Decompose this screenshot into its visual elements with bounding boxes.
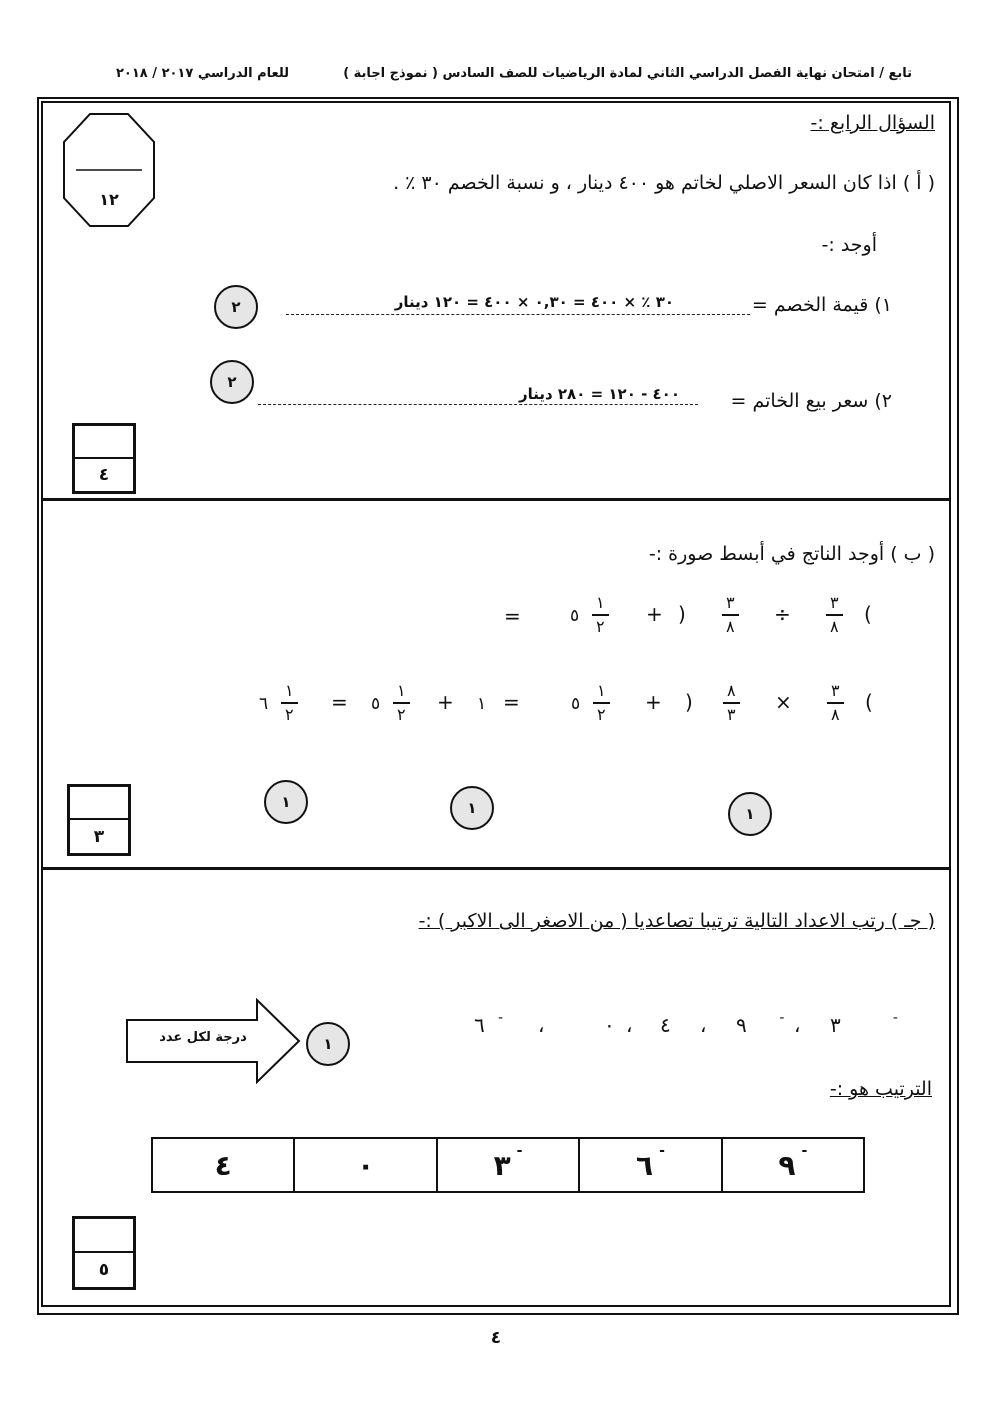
neg-sign: - xyxy=(779,1010,785,1026)
total-score-value: ١٢ xyxy=(99,190,119,209)
line2-whole-five-a: ٥ xyxy=(371,694,381,714)
section-divider-2 xyxy=(41,867,951,870)
part-a-find-label: أوجد :- xyxy=(821,234,877,256)
neg-sign: - xyxy=(498,1010,504,1026)
part-a-item1-dotted-line xyxy=(286,314,750,315)
line2-equals-1: = xyxy=(331,690,348,714)
line1-open-paren: ( xyxy=(864,602,872,626)
line2-times: × xyxy=(775,690,792,714)
arrow-label: درجة لكل عدد xyxy=(159,1030,247,1045)
line2-reciprocal-fraction: ٨ ٣ xyxy=(723,682,740,723)
line1-half-fraction: ١ ٢ xyxy=(592,594,609,635)
line1-whole-five: ٥ xyxy=(570,606,580,626)
order-cell-2: ٦ - xyxy=(578,1139,720,1191)
line1-divide: ÷ xyxy=(774,602,791,626)
part-b-score-value: ٣ xyxy=(93,826,105,847)
part-a-item2-mark: ٢ xyxy=(210,360,254,404)
line1-equals: = xyxy=(504,604,521,628)
part-a-item1-label: ١) قيمة الخصم = xyxy=(751,294,892,316)
part-a-prompt: ( أ ) اذا كان السعر الاصلي لخاتم هو ٤٠٠ دينار ، و نسبة الخصم ٣٠ ٪ . xyxy=(393,172,935,194)
line2-close-paren: ) xyxy=(685,690,693,714)
part-a-item1-mark: ٢ xyxy=(214,285,258,329)
order-cell-4: ٠ xyxy=(293,1139,435,1191)
separator: ، xyxy=(626,1013,633,1037)
part-c-score-value: ٥ xyxy=(98,1260,110,1280)
line1-fraction-a: ٣ ٨ xyxy=(826,594,843,635)
line2-open-paren: ( xyxy=(865,690,873,714)
line2-one: ١ xyxy=(477,694,487,714)
part-b-prompt: ( ب ) أوجد الناتج في أبسط صورة :- xyxy=(648,543,935,565)
part-b-score-box xyxy=(67,784,131,856)
part-b-mark-2: ١ xyxy=(450,786,494,830)
total-score-octagon xyxy=(62,112,156,228)
question-title: السؤال الرابع :- xyxy=(810,112,935,134)
part-b-mark-3: ١ xyxy=(728,792,772,836)
number-item: ٠ xyxy=(604,1013,615,1037)
order-label: الترتيب هو :- xyxy=(829,1078,932,1100)
line2-half-a: ١ ٢ xyxy=(393,682,410,723)
line1-plus: + xyxy=(646,602,663,626)
neg-sign: - xyxy=(892,1010,898,1026)
order-table xyxy=(151,1137,865,1193)
exam-header-year: للعام الدراسي ٢٠١٧ / ٢٠١٨ xyxy=(116,66,290,81)
part-b-line1 xyxy=(500,590,880,650)
separator: ، xyxy=(700,1013,707,1037)
line2-plus-2: + xyxy=(645,690,662,714)
order-cell-1: ٩ - xyxy=(721,1139,863,1191)
part-a-item2-answer: ٤٠٠ - ١٢٠ = ٢٨٠ دينار xyxy=(518,385,680,403)
line2-result-half: ١ ٢ xyxy=(281,682,298,723)
separator: ، xyxy=(794,1013,801,1037)
number-item: ٦ xyxy=(474,1013,485,1037)
number-item: ٩ xyxy=(736,1013,747,1037)
line2-half-b: ١ ٢ xyxy=(593,682,610,723)
line2-plus-1: + xyxy=(437,690,454,714)
section-divider-1 xyxy=(41,498,951,501)
part-a-item1-answer: ٣٠ ٪ × ٤٠٠ = ٠,٣٠ × ٤٠٠ = ١٢٠ دينار xyxy=(394,293,674,311)
part-c-prompt: ( جـ ) رتب الاعداد التالية ترتيبا تصاعديا ( من الاصغر الى الاكبر ) :- xyxy=(418,910,935,932)
part-b-mark-1: ١ xyxy=(264,780,308,824)
line1-fraction-b: ٣ ٨ xyxy=(722,594,739,635)
part-b-line2 xyxy=(255,678,885,738)
separator: ، xyxy=(538,1013,545,1037)
part-a-item2-dotted-line xyxy=(258,404,698,405)
number-item: ٣ xyxy=(830,1013,841,1037)
part-c-numbers-list xyxy=(460,1005,898,1045)
line2-fraction-a: ٣ ٨ xyxy=(827,682,844,723)
part-a-item2-label: ٢) سعر بيع الخاتم = xyxy=(730,390,892,412)
order-cell-3: ٣ - xyxy=(436,1139,578,1191)
part-c-score-box xyxy=(72,1216,136,1290)
line2-equals-2: = xyxy=(503,690,520,714)
part-c-mark: ١ xyxy=(306,1022,350,1066)
number-item: ٤ xyxy=(660,1013,671,1037)
line2-whole-six: ٦ xyxy=(259,694,269,714)
exam-header-title: تابع / امتحان نهاية الفصل الدراسي الثاني لمادة الرياضيات للصف السادس ( نموذج اجابة ) xyxy=(343,66,912,81)
page-number: ٤ xyxy=(490,1328,502,1348)
order-cell-5: ٤ xyxy=(214,1148,232,1182)
part-a-score-value: ٤ xyxy=(98,464,110,485)
part-a-score-box xyxy=(72,423,136,494)
line2-whole-five-b: ٥ xyxy=(571,694,581,714)
line1-close-paren: ) xyxy=(678,602,686,626)
